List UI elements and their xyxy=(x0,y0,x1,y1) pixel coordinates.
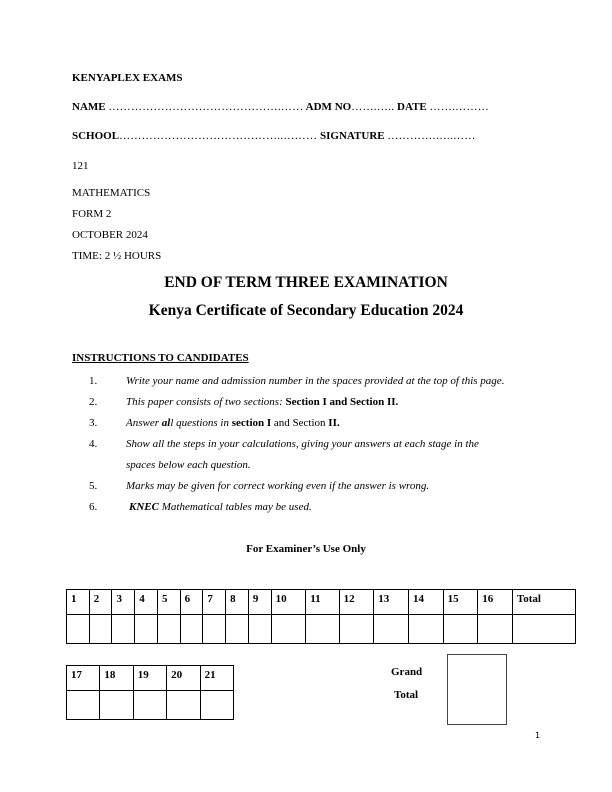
school-label: SCHOOL xyxy=(72,130,120,142)
score-cell[interactable] xyxy=(306,615,339,644)
instruction-2 xyxy=(126,396,398,408)
item-number: 1. xyxy=(89,375,98,387)
date-field[interactable]: …….……… xyxy=(429,101,490,113)
score-cell[interactable] xyxy=(100,691,133,720)
instruction-bold: al xyxy=(161,417,171,429)
score-cell[interactable] xyxy=(203,615,226,644)
score-cell[interactable] xyxy=(443,615,478,644)
exam-date: OCTOBER 2024 xyxy=(72,229,148,241)
question-header: Total xyxy=(512,590,575,615)
duration: TIME: 2 ½ HOURS xyxy=(72,250,162,262)
question-header: 11 xyxy=(306,590,339,615)
grand-total-box[interactable] xyxy=(447,654,507,725)
score-cell[interactable] xyxy=(226,615,249,644)
score-cell[interactable] xyxy=(271,615,306,644)
org-name: KENYAPLEX EXAMS xyxy=(72,72,183,84)
question-header: 6 xyxy=(180,590,203,615)
score-cell[interactable] xyxy=(67,615,90,644)
score-cell[interactable] xyxy=(339,615,374,644)
adm-label: ADM NO xyxy=(305,101,352,113)
paper-code: 121 xyxy=(72,160,89,172)
question-header: 18 xyxy=(100,666,133,691)
question-header: 17 xyxy=(67,666,100,691)
item-number: 4. xyxy=(89,438,98,450)
subject: MATHEMATICS xyxy=(72,187,151,199)
instruction-bold: II. xyxy=(328,417,340,429)
total-label: Total xyxy=(394,689,419,701)
question-header: 4 xyxy=(135,590,158,615)
signature-label: SIGNATURE xyxy=(320,130,385,142)
item-number: 3. xyxy=(89,417,98,429)
school-field[interactable]: ……………………………………..……… xyxy=(119,130,318,142)
question-header: 9 xyxy=(248,590,271,615)
score-cell[interactable] xyxy=(133,691,166,720)
adm-field[interactable]: …….….. xyxy=(351,101,395,113)
score-cell[interactable] xyxy=(167,691,200,720)
score-table-2 xyxy=(66,665,234,720)
instruction-1: Write your name and admission number in the spaces provided at the top of this page. xyxy=(126,375,505,387)
score-cell[interactable] xyxy=(180,615,203,644)
score-cell[interactable] xyxy=(89,615,112,644)
exam-subtitle: Kenya Certificate of Secondary Education 2024 xyxy=(148,302,464,319)
instruction-bold: section I xyxy=(231,417,272,429)
question-header: 21 xyxy=(200,666,233,691)
question-header: 10 xyxy=(271,590,306,615)
instruction-text: Answer xyxy=(126,417,162,429)
instructions-heading: INSTRUCTIONS TO CANDIDATES xyxy=(72,352,249,364)
instruction-3 xyxy=(126,417,340,429)
question-header: 19 xyxy=(133,666,166,691)
instruction-5: Marks may be given for correct working even if the answer is wrong. xyxy=(126,480,430,492)
instruction-bold: Section I and Section II. xyxy=(285,396,399,408)
question-header: 16 xyxy=(478,590,513,615)
instruction-text: and Section xyxy=(271,417,329,429)
score-cell[interactable] xyxy=(67,691,100,720)
question-header: 14 xyxy=(408,590,443,615)
item-number: 6. xyxy=(89,501,98,513)
question-header: 12 xyxy=(339,590,374,615)
instruction-6 xyxy=(129,501,312,513)
instruction-4-cont: spaces below each question. xyxy=(126,459,251,471)
name-field[interactable]: ……………………………………….…… xyxy=(108,101,304,113)
instruction-4: Show all the steps in your calculations, giving your answers at each stage in the xyxy=(126,438,479,450)
score-table-1 xyxy=(66,589,576,644)
score-cell[interactable] xyxy=(200,691,233,720)
name-label: NAME xyxy=(72,101,106,113)
question-header: 5 xyxy=(157,590,180,615)
examiner-heading: For Examiner’s Use Only xyxy=(246,543,366,555)
score-cell[interactable] xyxy=(374,615,409,644)
page-number: 1 xyxy=(535,731,541,740)
score-cell[interactable] xyxy=(248,615,271,644)
exam-title: END OF TERM THREE EXAMINATION xyxy=(164,274,448,291)
question-header: 20 xyxy=(167,666,200,691)
date-label: DATE xyxy=(397,101,427,113)
grand-label: Grand xyxy=(391,666,423,678)
question-header: 8 xyxy=(226,590,249,615)
question-header: 15 xyxy=(443,590,478,615)
question-header: 13 xyxy=(374,590,409,615)
school-line xyxy=(72,130,476,142)
item-number: 5. xyxy=(89,480,98,492)
item-number: 2. xyxy=(89,396,98,408)
instruction-text: l questions in xyxy=(170,417,232,429)
instruction-bold: KNEC xyxy=(129,501,159,513)
score-cell[interactable] xyxy=(135,615,158,644)
score-cell[interactable] xyxy=(112,615,135,644)
question-header: 1 xyxy=(67,590,90,615)
question-header: 7 xyxy=(203,590,226,615)
question-header: 2 xyxy=(89,590,112,615)
score-cell[interactable] xyxy=(478,615,513,644)
instruction-text: This paper consists of two sections: xyxy=(126,396,286,408)
question-header: 3 xyxy=(112,590,135,615)
score-cell[interactable] xyxy=(408,615,443,644)
instruction-text: Mathematical tables may be used. xyxy=(158,501,312,513)
name-line xyxy=(72,101,489,113)
score-cell[interactable] xyxy=(157,615,180,644)
form: FORM 2 xyxy=(72,208,112,220)
signature-field[interactable]: ………….…..…… xyxy=(387,130,476,142)
score-cell[interactable] xyxy=(512,615,575,644)
